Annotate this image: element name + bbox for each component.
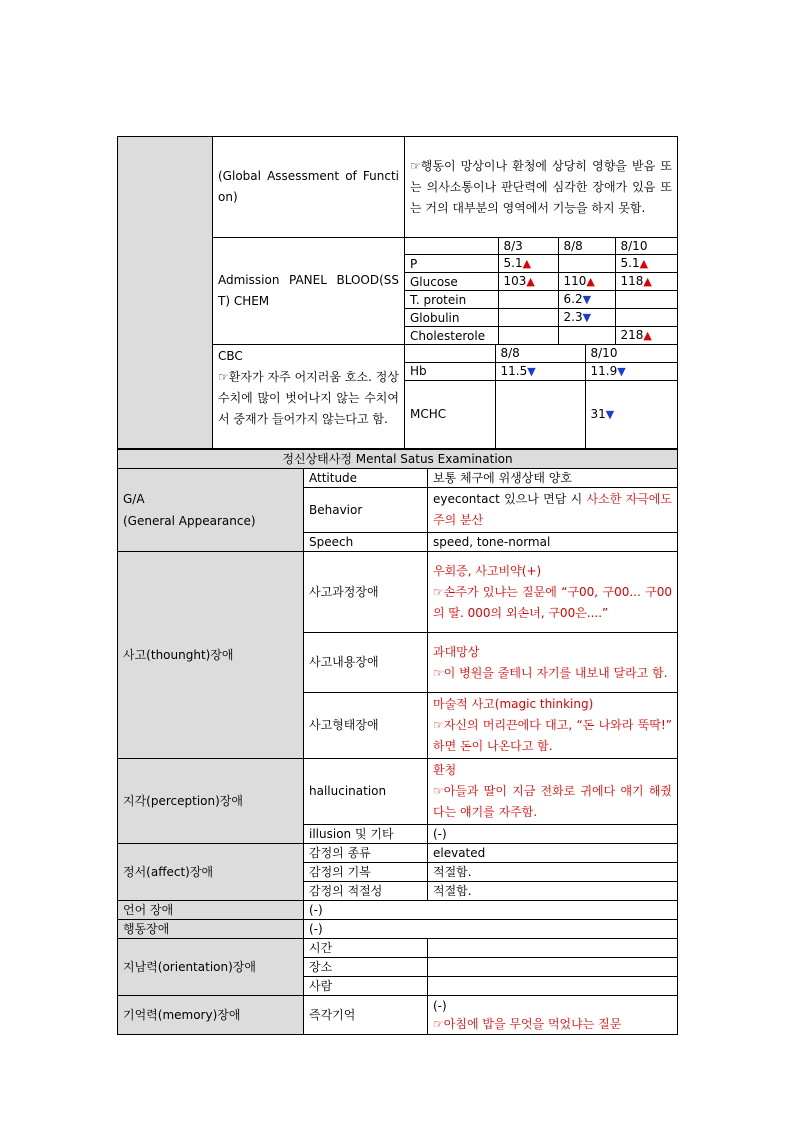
- orientation-place-value: [428, 958, 678, 977]
- attitude-label: Attitude: [304, 469, 428, 488]
- behavior-value: eyecontact 있으나 면담 시 사소한 자극에도 주의 분산: [428, 488, 678, 533]
- assessment-table: [117, 136, 678, 449]
- cbc-value: [495, 380, 585, 448]
- memory-immediate-value: (-) ☞아침에 밥을 무엇을 먹었냐는 질문: [428, 996, 678, 1035]
- lab-row-name: T. protein: [405, 291, 498, 309]
- speech-value: speed, tone-normal: [428, 533, 678, 552]
- up-arrow-icon: ▲: [526, 275, 535, 288]
- cbc-text: ☞환자가 자주 어지러움 호소. 정상수치에 많이 벗어나지 않는 수치여서 중재가 들어가지 않는다고 함.: [218, 370, 399, 426]
- gaf-label: (Global Assessment of Function): [213, 137, 405, 238]
- cbc-row-name: Hb: [405, 362, 495, 380]
- cbc-row-name: MCHC: [405, 380, 495, 448]
- affect-label: 정서(affect)장애: [118, 844, 304, 901]
- orientation-label: 지남력(orientation)장애: [118, 939, 304, 996]
- thought-process-label: 사고과정장애: [304, 552, 428, 633]
- lab-date: 8/3: [498, 238, 558, 255]
- lab-date: 8/10: [615, 238, 678, 255]
- mse-table: [117, 449, 678, 1035]
- down-arrow-icon: ▼: [617, 364, 626, 378]
- thought-content-value: 과대망상 ☞이 병원을 줄테니 자기를 내보내 달라고 함.: [428, 633, 678, 693]
- thought-label: 사고(thounght)장애: [118, 552, 304, 759]
- lab-value: [498, 291, 558, 309]
- attitude-value: 보통 체구에 위생상태 양호: [428, 469, 678, 488]
- ga-label: G/A (General Appearance): [118, 469, 304, 552]
- up-arrow-icon: ▲: [639, 257, 649, 270]
- gaf-text: ☞행동이 망상이나 환청에 상당히 영향을 받음 또는 의사소통이나 판단력에 심각한 장애가 있음 또는 거의 대부분의 영역에서 기능을 하지 못함.: [405, 137, 678, 238]
- lab-cell: [405, 238, 678, 345]
- side-cell: [118, 137, 213, 449]
- hallucination-value: 환청 ☞아들과 딸이 지금 전화로 귀에다 얘기 해줬다는 얘기를 자주함.: [428, 759, 678, 825]
- illusion-label: illusion 및 기타: [304, 825, 428, 844]
- lab-row-name: Glucose: [405, 273, 498, 291]
- language-label: 언어 장애: [118, 901, 304, 920]
- lab-label: Admission PANEL BLOOD(SST) CHEM: [213, 238, 405, 345]
- thought-form-label: 사고형태장애: [304, 693, 428, 759]
- speech-label: Speech: [304, 533, 428, 552]
- lab-row-name: Cholesterole: [405, 327, 498, 345]
- lab-value: 6.2▼: [558, 291, 615, 309]
- down-arrow-icon: ▼: [605, 407, 615, 421]
- lab-value: 2.3▼: [558, 309, 615, 327]
- down-arrow-icon: ▼: [582, 293, 592, 306]
- lab-value: [615, 309, 678, 327]
- lab-table: [405, 238, 678, 344]
- thought-form-value: 마술적 사고(magic thinking) ☞자신의 머리끈에다 대고, “돈 나와라 뚝딱!” 하면 돈이 나온다고 함.: [428, 693, 678, 759]
- behavior-disorder-value: (-): [304, 920, 678, 939]
- cbc-title: CBC: [218, 349, 243, 363]
- memory-label: 기억력(memory)장애: [118, 996, 304, 1035]
- thought-content-label: 사고내용장애: [304, 633, 428, 693]
- up-arrow-icon: ▲: [586, 275, 595, 288]
- lab-value: 218▲: [615, 327, 678, 345]
- up-arrow-icon: ▲: [643, 329, 652, 342]
- cbc-values-cell: [405, 345, 678, 449]
- affect-lability-label: 감정의 기복: [304, 863, 428, 882]
- orientation-time-label: 시간: [304, 939, 428, 958]
- down-arrow-icon: ▼: [527, 364, 536, 378]
- lab-date: 8/8: [558, 238, 615, 255]
- cbc-cell: [213, 345, 405, 449]
- down-arrow-icon: ▼: [582, 311, 592, 324]
- orientation-time-value: [428, 939, 678, 958]
- lab-value: 110▲: [558, 273, 615, 291]
- behavior-label: Behavior: [304, 488, 428, 533]
- lab-value: 5.1▲: [615, 255, 678, 273]
- hallucination-label: hallucination: [304, 759, 428, 825]
- up-arrow-icon: ▲: [522, 257, 532, 270]
- perception-label: 지각(perception)장애: [118, 759, 304, 844]
- lab-value: 5.1▲: [498, 255, 558, 273]
- affect-lability-value: 적절함.: [428, 863, 678, 882]
- lab-value: [498, 309, 558, 327]
- cbc-value: 11.9▼: [585, 362, 678, 380]
- lab-value: [558, 327, 615, 345]
- memory-immediate-label: 즉각기억: [304, 996, 428, 1035]
- cbc-date: 8/10: [585, 345, 678, 362]
- orientation-person-value: [428, 977, 678, 996]
- affect-appropriateness-label: 감정의 적절성: [304, 882, 428, 901]
- behavior-disorder-label: 행동장애: [118, 920, 304, 939]
- thought-process-value: 우회증, 사고비약(+) ☞손주가 있냐는 질문에 “구00, 구00... 구00의 딸. 000의 외손녀, 구00은....”: [428, 552, 678, 633]
- cbc-date: 8/8: [495, 345, 585, 362]
- lab-value: [558, 255, 615, 273]
- illusion-value: (-): [428, 825, 678, 844]
- orientation-place-label: 장소: [304, 958, 428, 977]
- affect-type-label: 감정의 종류: [304, 844, 428, 863]
- lab-value: 103▲: [498, 273, 558, 291]
- orientation-person-label: 사람: [304, 977, 428, 996]
- lab-row-name: Globulin: [405, 309, 498, 327]
- lab-value: [498, 327, 558, 345]
- lab-row-name: P: [405, 255, 498, 273]
- cbc-table: [405, 345, 678, 448]
- lab-value: [615, 291, 678, 309]
- mse-title: 정신상태사정 Mental Satus Examination: [118, 450, 678, 469]
- affect-appropriateness-value: 적절함.: [428, 882, 678, 901]
- up-arrow-icon: ▲: [643, 275, 652, 288]
- cbc-value: 31▼: [585, 380, 678, 448]
- lab-value: 118▲: [615, 273, 678, 291]
- language-value: (-): [304, 901, 678, 920]
- affect-type-value: elevated: [428, 844, 678, 863]
- cbc-value: 11.5▼: [495, 362, 585, 380]
